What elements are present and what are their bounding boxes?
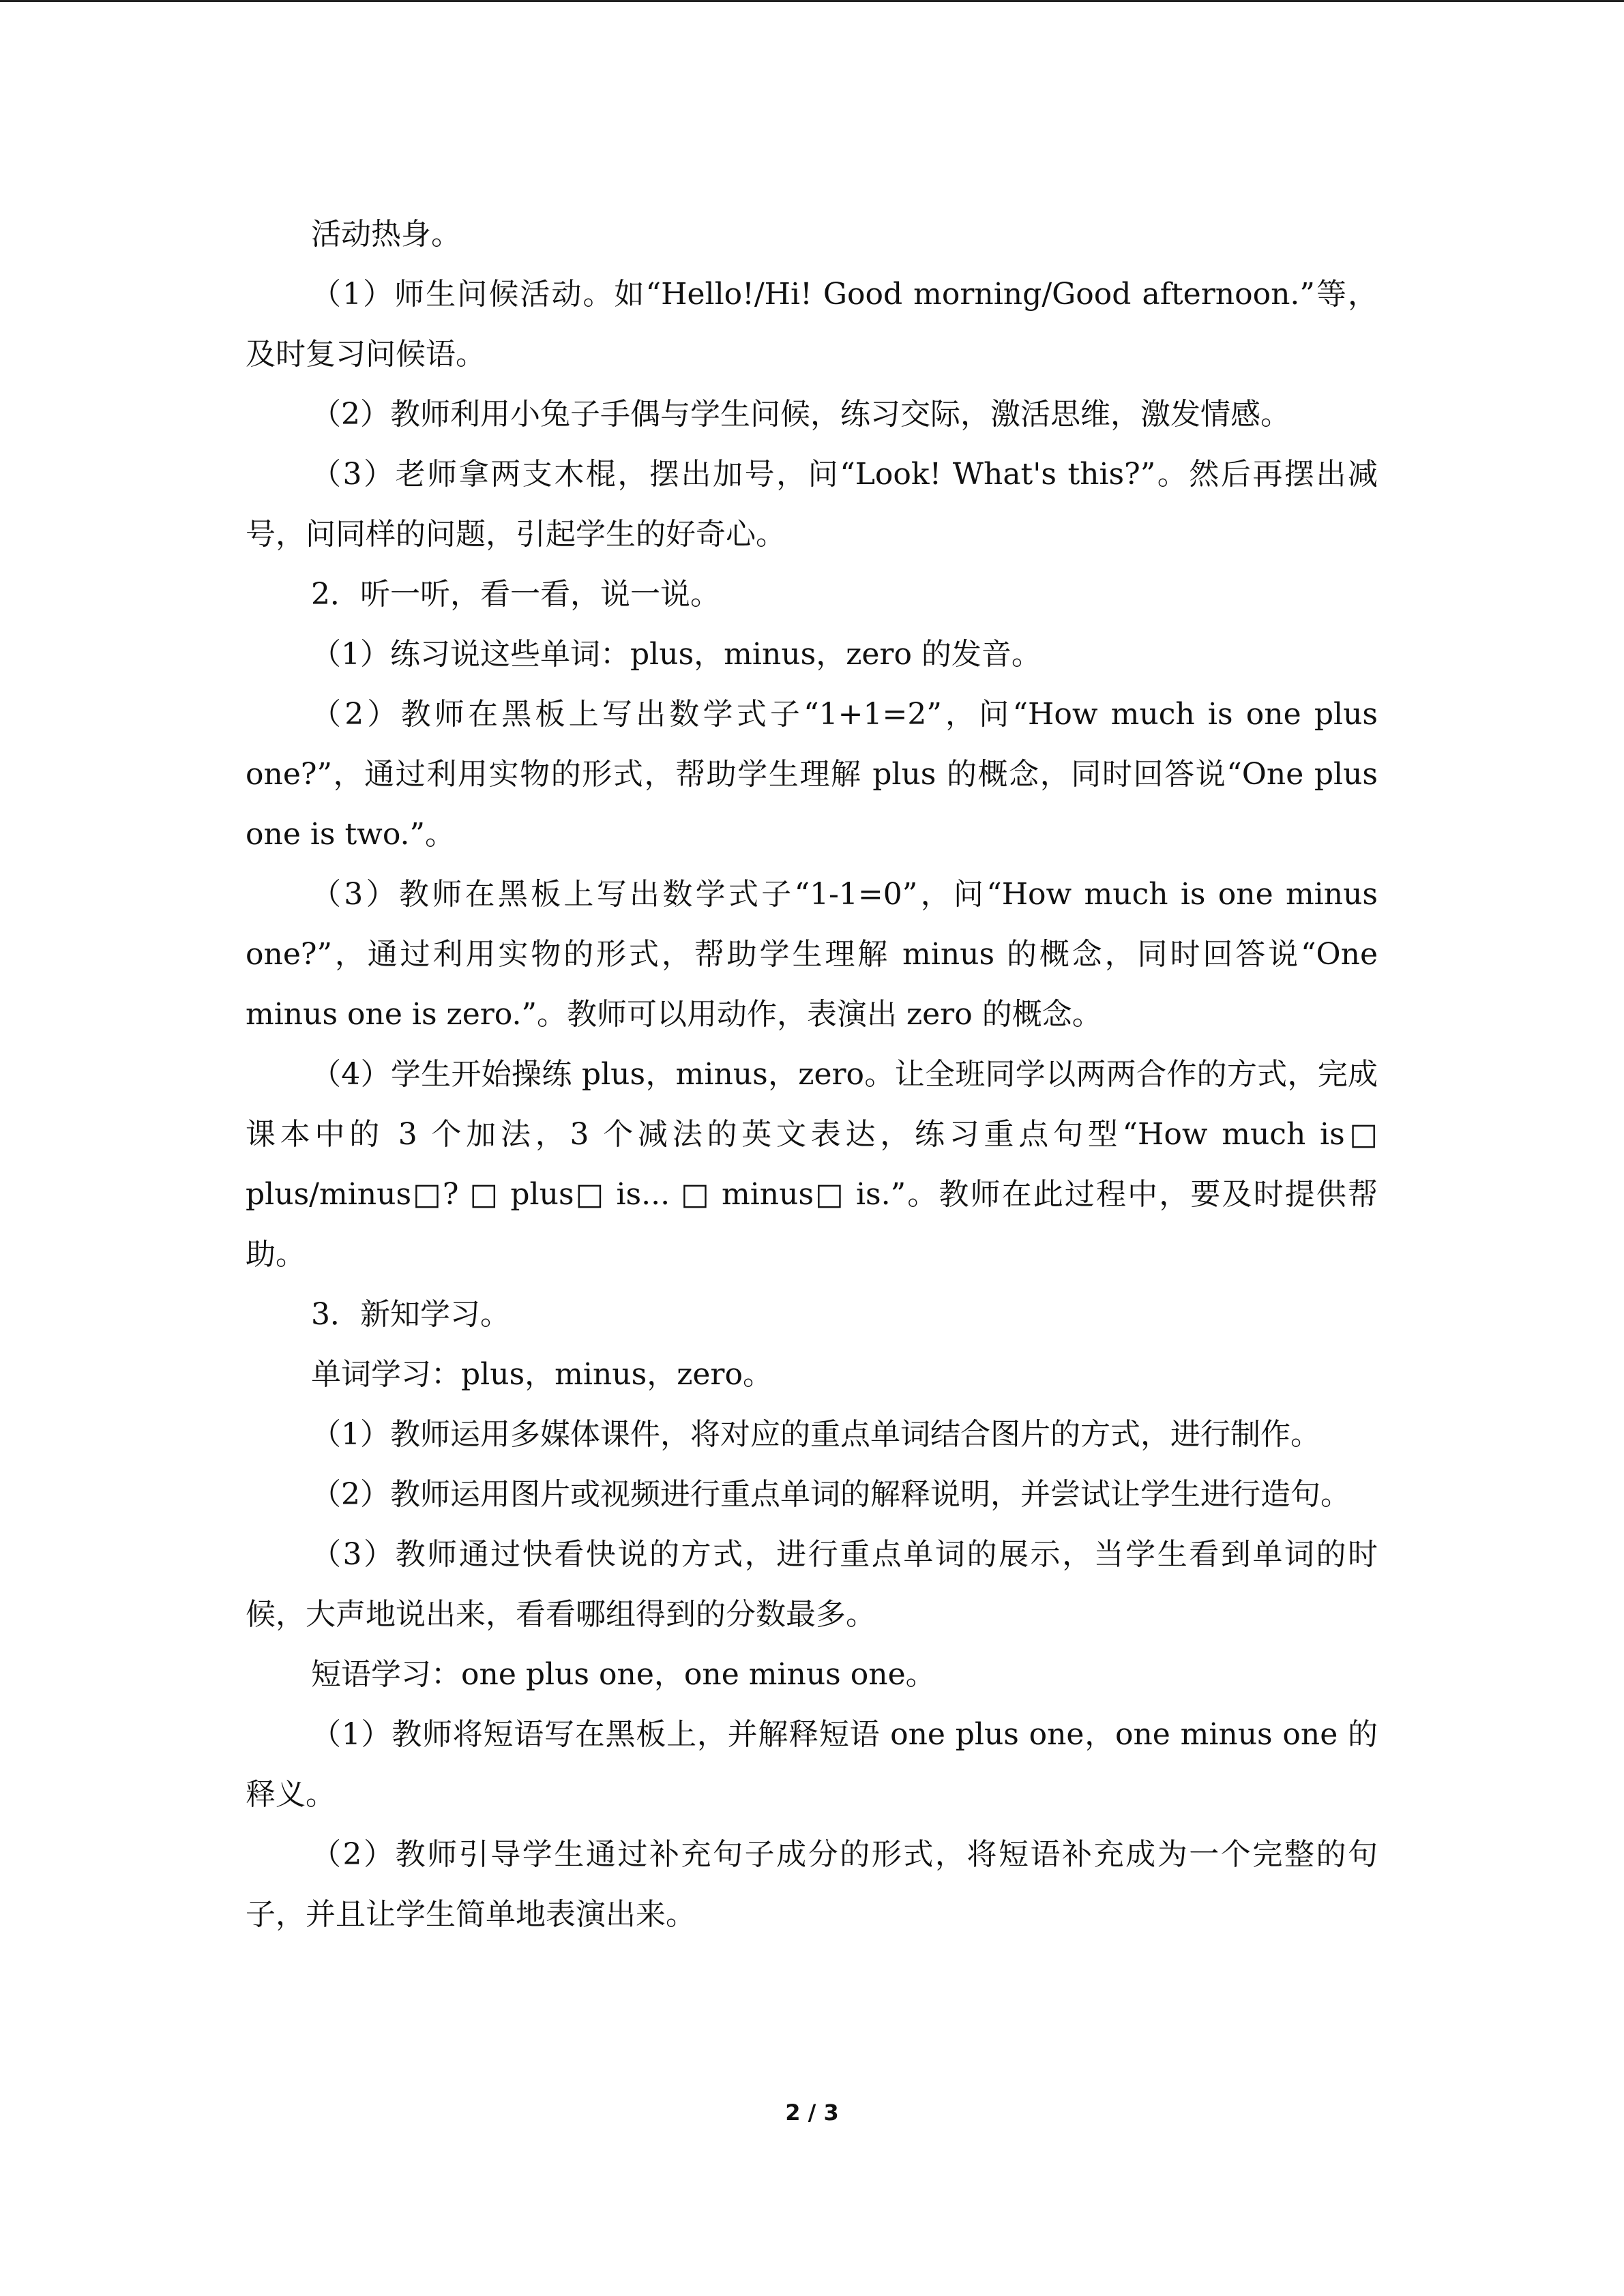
paragraph-new-knowledge-heading: 3．新知学习。: [311, 1297, 510, 1332]
paragraph-pair-practice: （4）学生开始操练 plus，minus，zero。让全班同学以两两合作的方式，完成课本中的 3 个加法，3 个减法的英文表达，练习重点句型“How much is□ plus/minus□? □ plus□ is... □ minus□ is.”。教师在此过程中，要及时提供帮助。: [246, 1057, 1378, 1272]
paragraph-rabbit-puppet: （2）教师利用小兔子手偶与学生问候，练习交际，激活思维，激发情感。: [311, 397, 1290, 432]
paragraph-listen-look-say-heading: 2．听一听，看一看，说一说。: [311, 577, 720, 612]
page-number: 2 / 3: [785, 2100, 839, 2126]
top-border-line: [0, 0, 1624, 2]
paragraph-phrase-blackboard: （1）教师将短语写在黑板上，并解释短语 one plus one，one minus one 的释义。: [246, 1717, 1378, 1812]
paragraph-phrase-learning: 短语学习：one plus one，one minus one。: [311, 1657, 936, 1692]
paragraph-plus-example: （2）教师在黑板上写出数学式子“1+1=2”，问“How much is one plus one?”，通过利用实物的形式，帮助学生理解 plus 的概念，同时回答说“One plus one is two.”。: [246, 697, 1378, 852]
paragraph-pictures-video: （2）教师运用图片或视频进行重点单词的解释说明，并尝试让学生进行造句。: [311, 1477, 1350, 1512]
paragraph-multimedia: （1）教师运用多媒体课件，将对应的重点单词结合图片的方式，进行制作。: [311, 1417, 1320, 1452]
paragraph-greeting-activity: （1）师生问候活动。如“Hello!/Hi! Good morning/Good afternoon.”等，及时复习问候语。: [246, 277, 1378, 372]
paragraph-warmup-heading: 活动热身。: [311, 217, 461, 252]
paragraph-sticks-plus-sign: （3）老师拿两支木棍，摆出加号，问“Look! What's this?”。然后再摆出减号，问同样的问题，引起学生的好奇心。: [246, 457, 1378, 552]
paragraph-sentence-completion: （2）教师引导学生通过补充句子成分的形式，将短语补充成为一个完整的句子，并且让学生简单地表演出来。: [246, 1837, 1378, 1932]
document-body: [246, 205, 1378, 1945]
paragraph-practice-words: （1）练习说这些单词：plus，minus，zero 的发音。: [311, 637, 1042, 672]
paragraph-minus-example: （3）教师在黑板上写出数学式子“1-1=0”，问“How much is one minus one?”，通过利用实物的形式，帮助学生理解 minus 的概念，同时回答说“One minus one is zero.”。教师可以用动作，表演出 zero 的概念。: [246, 877, 1378, 1032]
paragraph-quick-look: （3）教师通过快看快说的方式，进行重点单词的展示，当学生看到单词的时候，大声地说出来，看看哪组得到的分数最多。: [246, 1537, 1378, 1632]
paragraph-word-learning: 单词学习：plus，minus，zero。: [311, 1357, 773, 1392]
